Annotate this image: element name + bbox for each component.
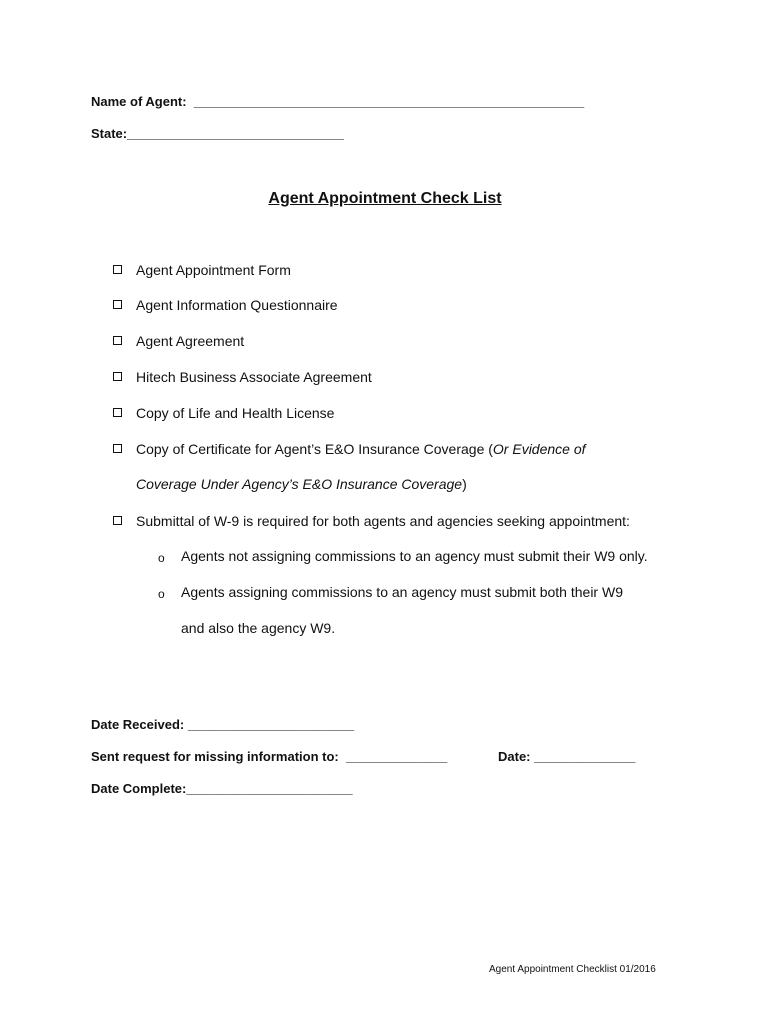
bullet-icon: o [158, 587, 165, 601]
checkbox-icon [113, 300, 122, 309]
checkbox-icon [113, 336, 122, 345]
date-complete-field: Date Complete:_______________________ [91, 781, 353, 796]
sub-list-item: Agents assigning commissions to an agency must submit both their W9 [181, 584, 623, 600]
checklist-item: Agent Appointment Form [136, 262, 291, 278]
page-title: Agent Appointment Check List [268, 190, 502, 207]
sub-list-item-continuation: and also the agency W9. [181, 620, 336, 636]
checkbox-icon [113, 372, 122, 381]
date-received-field: Date Received: _______________________ [91, 717, 355, 732]
checklist-item-italic: Coverage Under Agency’s E&O Insurance Coverage [136, 476, 463, 492]
checklist-item: Agent Information Questionnaire [136, 297, 338, 313]
sent-request-field: Sent request for missing information to: ______________ [91, 749, 448, 764]
checkbox-icon [113, 408, 122, 417]
checkbox-icon [113, 516, 122, 525]
checklist-item: Submittal of W-9 is required for both agents and agencies seeking appointment: [136, 513, 630, 529]
checklist-item-text: ) [462, 476, 467, 492]
checklist-item: Hitech Business Associate Agreement [136, 369, 372, 385]
checklist-item-continuation [136, 476, 467, 492]
checklist-item-text: Copy of Certificate for Agent’s E&O Insurance Coverage ( [136, 441, 493, 457]
footer-note: Agent Appointment Checklist 01/2016 [489, 964, 656, 975]
checklist-item-italic: Or Evidence of [492, 441, 586, 457]
sub-list-item: Agents not assigning commissions to an agency must submit their W9 only. [181, 548, 648, 564]
checkbox-icon [113, 444, 122, 453]
checklist-item: Copy of Life and Health License [136, 405, 335, 421]
checkbox-icon [113, 265, 122, 274]
state-field: State:______________________________ [91, 126, 345, 141]
checklist-item [136, 441, 586, 457]
date-field: Date: ______________ [498, 749, 636, 764]
name-of-agent-field: Name of Agent: ______________________________________________________ [91, 94, 585, 109]
checklist-item: Agent Agreement [136, 333, 245, 349]
bullet-icon: o [158, 551, 165, 565]
